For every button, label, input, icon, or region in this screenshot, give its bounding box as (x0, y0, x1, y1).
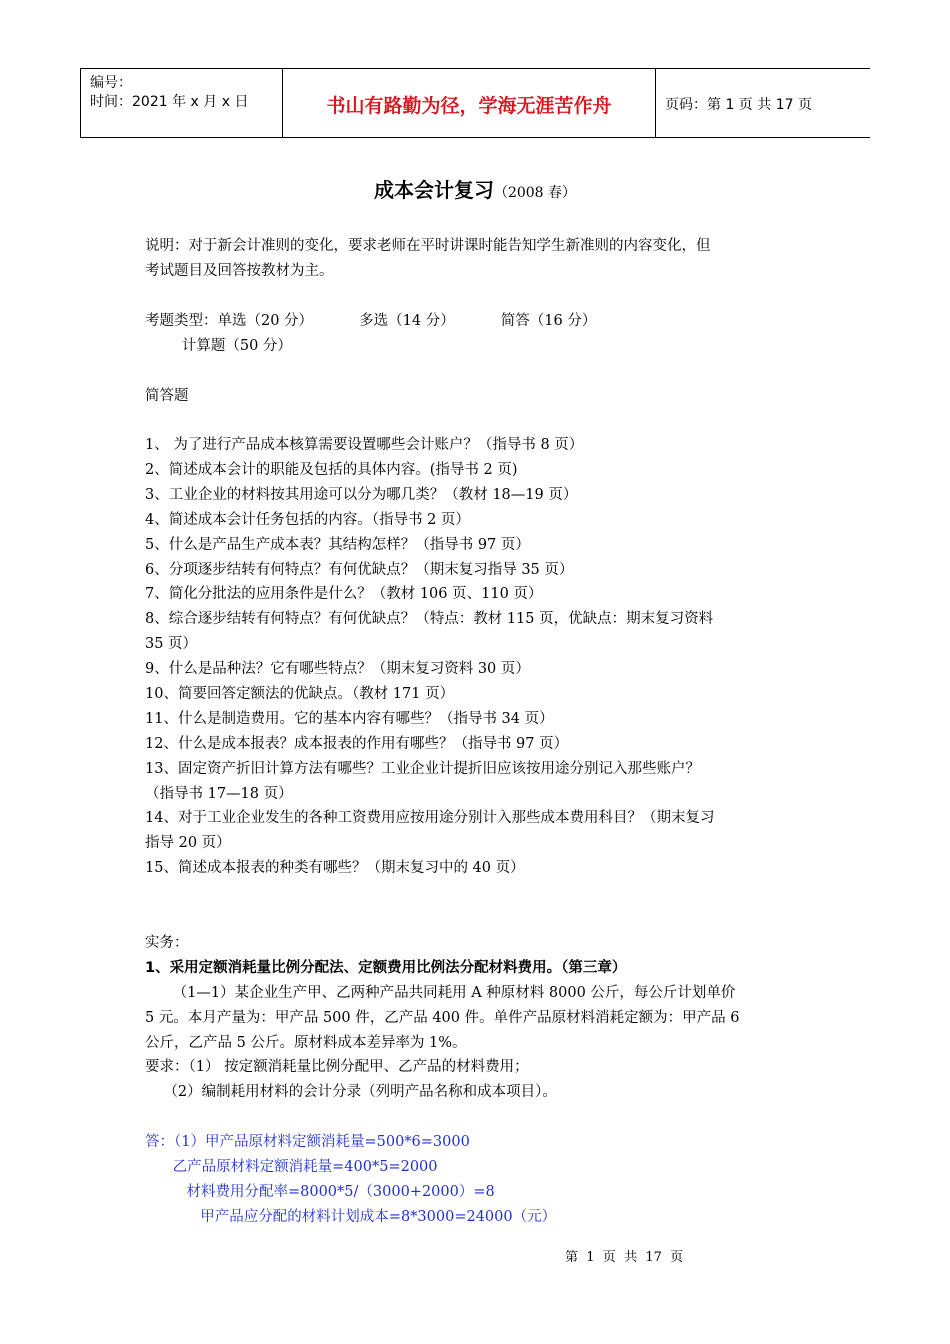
header-table (80, 68, 870, 138)
question-text-line: 要求：（1） 按定额消耗量比例分配甲、乙产品的材料费用； (145, 1059, 529, 1075)
list-item: 2、简述成本会计的职能及包括的具体内容。(指导书 2 页) (145, 462, 518, 478)
list-item: （指导书 17—18 页） (145, 786, 293, 802)
practice-heading: 实务： (145, 935, 189, 951)
note-line-2: 考试题目及回答按教材为主。 (145, 263, 334, 279)
list-item: 6、分项逐步结转有何特点？有何优缺点？（期末复习指导 35 页） (145, 562, 574, 578)
document-time-label: 时间：2021 年 x 月 x 日 (90, 94, 249, 110)
list-item: 8、综合逐步结转有何特点？有何优缺点？（特点：教材 115 页，优缺点：期末复习资料 (145, 611, 714, 627)
header-page-cell (655, 69, 869, 137)
list-item: 5、什么是产品生产成本表？其结构怎样？（指导书 97 页） (145, 537, 530, 553)
question-text-line: 公斤，乙产品 5 公斤。原材料成本差异率为 1%。 (145, 1035, 467, 1051)
list-item: 3、工业企业的材料按其用途可以分为哪几类？（教材 18—19 页） (145, 487, 578, 503)
exam-types-line-2: 计算题（50 分） (145, 338, 292, 354)
question-text-line: （1—1）某企业生产甲、乙两种产品共同耗用 A 种原材料 8000 公斤，每公斤计划单价 (145, 985, 736, 1001)
answer-line: 甲产品应分配的材料计划成本=8*3000=24000（元） (145, 1209, 557, 1225)
header-motto: 书山有路勤为径，学海无涯苦作舟 (326, 95, 612, 117)
list-item: 15、简述成本报表的种类有哪些？（期末复习中的 40 页） (145, 860, 525, 876)
list-item: 指导 20 页） (145, 835, 231, 851)
list-item: 7、简化分批法的应用条件是什么？（教材 106 页、110 页） (145, 586, 543, 602)
list-item: 1、 为了进行产品成本核算需要设置哪些会计账户？（指导书 8 页） (145, 437, 584, 453)
list-item: 35 页） (145, 636, 198, 652)
footer-page-number: 第 1 页 共 17 页 (565, 1250, 684, 1265)
page-title-sub: （2008 春） (493, 185, 577, 201)
list-item: 12、什么是成本报表？成本报表的作用有哪些？（指导书 97 页） (145, 736, 569, 752)
header-page-number: 页码：第 1 页 共 17 页 (665, 97, 812, 113)
header-motto-cell (282, 69, 656, 137)
answer-line: 材料费用分配率=8000*5/（3000+2000）=8 (145, 1184, 495, 1200)
short-answer-heading: 简答题 (145, 388, 189, 404)
practice-question-1-title: 1、采用定额消耗量比例分配法、定额费用比例法分配材料费用。（第三章） (145, 960, 627, 976)
page-title (0, 174, 950, 203)
list-item: 10、简要回答定额法的优缺点。（教材 171 页） (145, 686, 455, 702)
answer-line: 答：（1）甲产品原材料定额消耗量=500*6=3000 (145, 1134, 470, 1150)
header-meta-cell (80, 69, 283, 137)
list-item: 14、对于工业企业发生的各种工资费用应按用途分别计入那些成本费用科目？（期末复习 (145, 810, 715, 826)
note-line-1: 说明：对于新会计准则的变化，要求老师在平时讲课时能告知学生新准则的内容变化，但 (145, 238, 711, 254)
page-title-main: 成本会计复习 (373, 178, 494, 202)
list-item: 13、固定资产折旧计算方法有哪些？工业企业计提折旧应该按用途分别记入那些账户？ (145, 761, 700, 777)
list-item: 11、什么是制造费用。它的基本内容有哪些？（指导书 34 页） (145, 711, 554, 727)
list-item: 4、简述成本会计任务包括的内容。（指导书 2 页） (145, 512, 470, 528)
question-text-line: 5 元。本月产量为：甲产品 500 件，乙产品 400 件。单件产品原材料消耗定额为：甲产品 6 (145, 1010, 740, 1026)
exam-types-line-1: 考题类型：单选（20 分） 多选（14 分） 简答（16 分） (145, 313, 597, 329)
list-item: 9、什么是品种法？它有哪些特点？（期末复习资料 30 页） (145, 661, 530, 677)
question-text-line: （2）编制耗用材料的会计分录（列明产品名称和成本项目）。 (145, 1084, 557, 1100)
answer-line: 乙产品原材料定额消耗量=400*5=2000 (145, 1159, 438, 1175)
document-number-label: 编号： (90, 75, 132, 91)
